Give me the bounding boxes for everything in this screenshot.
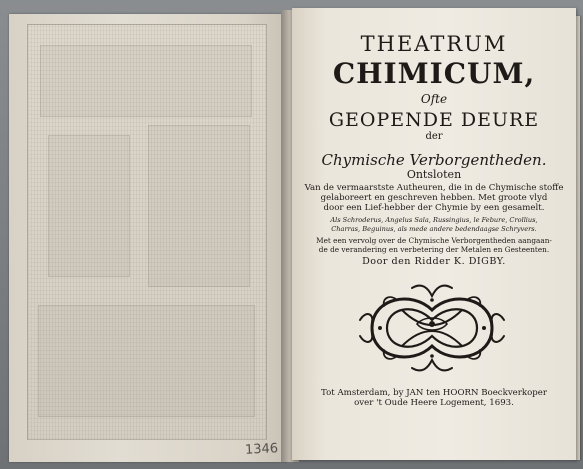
text-line: Als Schroderus, Angelus Sala, Russingius, le Febure, Crollius, bbox=[330, 216, 538, 224]
engraving-ghost-top bbox=[40, 45, 252, 117]
imprint bbox=[306, 388, 562, 408]
continuation-text bbox=[302, 236, 566, 254]
title-line-4: Chymische Verborgentheden. bbox=[321, 151, 547, 169]
engraving-ghost-figure-left bbox=[48, 135, 130, 277]
frontispiece-engraving-show-through bbox=[27, 24, 267, 440]
printers-ornament-icon bbox=[352, 280, 512, 376]
title-line-2: CHIMICUM, bbox=[332, 57, 536, 90]
frontispiece-page bbox=[9, 14, 287, 462]
text-line: de de verandering en verbetering der Metalen en Gesteenten. bbox=[318, 245, 550, 254]
text-line: door een Lief-hebber der Chymie by een gesamelt. bbox=[323, 203, 545, 213]
text-line: gelaboreert en geschreven hebben. Met groote vlyd bbox=[320, 193, 548, 203]
engraving-ghost-bottom bbox=[38, 305, 255, 417]
title-line-3: GEOPENDE DEURE bbox=[328, 109, 540, 131]
title-der: der bbox=[425, 131, 443, 142]
title-page bbox=[292, 8, 576, 460]
author-line: Door den Ridder K. DIGBY. bbox=[362, 256, 506, 267]
title-line-1: THEATRUM bbox=[360, 32, 508, 56]
text-line: Tot Amsterdam, by JAN ten HOORN Boeckverkoper bbox=[321, 388, 547, 398]
engraving-ghost-figure-right bbox=[148, 125, 250, 287]
authors-list bbox=[302, 216, 566, 234]
open-book bbox=[6, 6, 576, 464]
manuscript-number: 1346 bbox=[244, 441, 279, 458]
text-line: Van de vermaarstste Autheuren, die in de Chymische stoffe bbox=[304, 183, 564, 193]
description-text bbox=[302, 183, 566, 213]
text-line: Met een vervolg over de Chymische Verborgentheden aangaan- bbox=[316, 236, 552, 245]
text-line: Charras, Beguinus, als mede andere bedendaagse Schryvers. bbox=[331, 225, 537, 233]
title-ontsloten: Ontsloten bbox=[406, 168, 462, 181]
title-ofte: Ofte bbox=[420, 92, 448, 106]
text-line: over 't Oude Heere Logement, 1693. bbox=[354, 398, 514, 408]
title-block bbox=[302, 32, 566, 268]
